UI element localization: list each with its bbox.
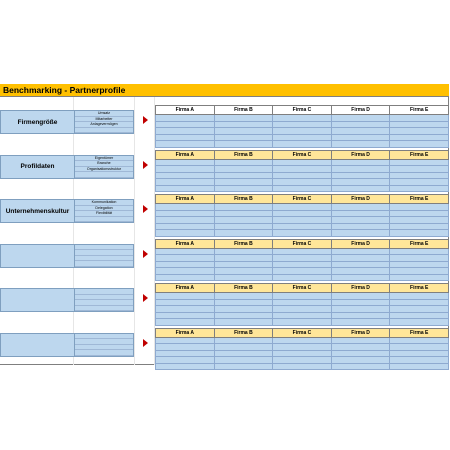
category-label bbox=[1, 289, 74, 311]
category-box bbox=[0, 333, 134, 357]
company-header: Firma E bbox=[390, 328, 449, 337]
sub-criterion bbox=[75, 306, 133, 312]
category-label bbox=[1, 334, 74, 356]
value-cell[interactable] bbox=[390, 363, 449, 370]
triangle-right-icon bbox=[143, 294, 148, 302]
company-header: Firma D bbox=[331, 284, 390, 293]
profile-section bbox=[0, 231, 449, 276]
sheet-title: Benchmarking - Partnerprofile bbox=[3, 85, 126, 95]
table-row bbox=[156, 363, 449, 370]
company-header: Firma C bbox=[273, 284, 332, 293]
triangle-right-icon bbox=[143, 205, 148, 213]
company-header: Firma B bbox=[214, 195, 273, 204]
company-header: Firma E bbox=[390, 284, 449, 293]
sub-criterion bbox=[75, 217, 133, 223]
company-header: Firma C bbox=[273, 328, 332, 337]
value-cell[interactable] bbox=[156, 363, 215, 370]
category-sub-list bbox=[74, 289, 133, 311]
category-sub-list bbox=[74, 156, 133, 178]
company-header: Firma A bbox=[156, 150, 215, 159]
triangle-right-icon bbox=[143, 116, 148, 124]
sub-criterion bbox=[75, 128, 133, 134]
triangle-right-icon bbox=[143, 250, 148, 258]
company-header: Firma A bbox=[156, 195, 215, 204]
benchmark-sheet bbox=[0, 84, 449, 365]
company-header: Firma B bbox=[214, 328, 273, 337]
company-header: Firma D bbox=[331, 150, 390, 159]
company-header-row bbox=[156, 150, 449, 159]
company-header: Firma B bbox=[214, 150, 273, 159]
company-header-row bbox=[156, 195, 449, 204]
company-header: Firma D bbox=[331, 239, 390, 248]
category-box bbox=[0, 199, 134, 223]
company-header: Firma D bbox=[331, 106, 390, 115]
company-header: Firma E bbox=[390, 239, 449, 248]
company-header-row bbox=[156, 106, 449, 115]
category-sub-list bbox=[74, 111, 133, 133]
value-cell[interactable] bbox=[273, 363, 332, 370]
category-label: Firmengröße bbox=[17, 118, 58, 126]
sub-criterion bbox=[75, 172, 133, 178]
category-box bbox=[0, 244, 134, 268]
sub-criterion: Flexibilität bbox=[75, 211, 133, 217]
profile-section bbox=[0, 97, 449, 142]
company-header: Firma C bbox=[273, 195, 332, 204]
sub-criterion: Kommunikation bbox=[75, 200, 133, 206]
company-header-row bbox=[156, 328, 449, 337]
company-header: Firma E bbox=[390, 150, 449, 159]
category-label bbox=[1, 245, 74, 267]
company-header: Firma D bbox=[331, 328, 390, 337]
company-header: Firma E bbox=[390, 195, 449, 204]
company-header-row bbox=[156, 284, 449, 293]
company-header: Firma A bbox=[156, 284, 215, 293]
category-sub-list bbox=[74, 245, 133, 267]
company-header: Firma C bbox=[273, 239, 332, 248]
category-sub-list bbox=[74, 334, 133, 356]
sub-criterion: Mitarbeiter bbox=[75, 117, 133, 123]
category-box bbox=[0, 288, 134, 312]
sub-criterion: Organisationsstruktur bbox=[75, 167, 133, 173]
company-header-row bbox=[156, 239, 449, 248]
company-header: Firma B bbox=[214, 106, 273, 115]
company-header: Firma E bbox=[390, 106, 449, 115]
company-header: Firma A bbox=[156, 239, 215, 248]
sub-criterion: Umsatz bbox=[75, 111, 133, 117]
value-cell[interactable] bbox=[331, 363, 390, 370]
sub-criterion: Anlagevermögen bbox=[75, 122, 133, 128]
category-label: Profildaten bbox=[20, 163, 55, 170]
title-bar bbox=[0, 84, 449, 97]
value-cell[interactable] bbox=[214, 363, 273, 370]
sub-criterion: Eigentümer bbox=[75, 156, 133, 162]
sub-criterion: Delegation bbox=[75, 206, 133, 212]
company-header: Firma D bbox=[331, 195, 390, 204]
company-header: Firma B bbox=[214, 239, 273, 248]
triangle-right-icon bbox=[143, 161, 148, 169]
profile-section bbox=[0, 142, 449, 187]
profile-section bbox=[0, 320, 449, 365]
profile-section bbox=[0, 275, 449, 320]
company-header: Firma B bbox=[214, 284, 273, 293]
company-header: Firma C bbox=[273, 106, 332, 115]
sub-criterion: Branche bbox=[75, 161, 133, 167]
sub-criterion bbox=[75, 350, 133, 356]
category-box bbox=[0, 155, 134, 179]
company-header: Firma A bbox=[156, 328, 215, 337]
sub-criterion bbox=[75, 261, 133, 267]
company-table bbox=[155, 328, 449, 371]
company-header: Firma A bbox=[156, 106, 215, 115]
category-label: Unternehmenskultur bbox=[5, 207, 70, 215]
profile-section bbox=[0, 186, 449, 231]
triangle-right-icon bbox=[143, 339, 148, 347]
category-box bbox=[0, 110, 134, 134]
category-sub-list bbox=[74, 200, 133, 222]
company-header: Firma C bbox=[273, 150, 332, 159]
